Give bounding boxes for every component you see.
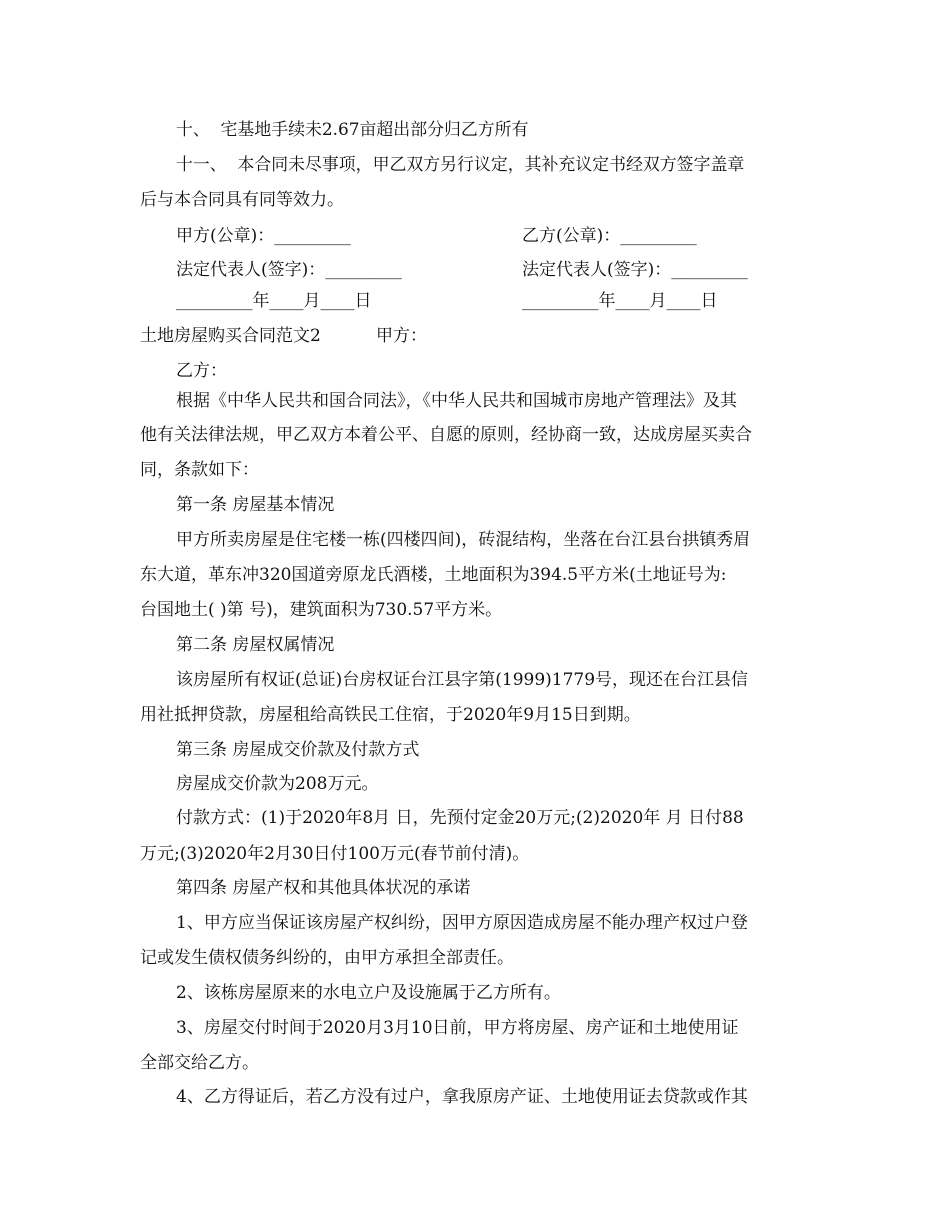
party-b-date-field: _________年____月____日 [522,291,718,311]
article-1-heading: 第一条 房屋基本情况 [176,495,335,515]
party-a-label: 甲方： [376,326,427,346]
article-2-line-1: 该房屋所有权证(总证)台房权证台江县字第(1999)1779号，现还在台江县信 [176,670,749,690]
article-1-line-3: 台国地土( )第 号)，建筑面积为730.57平方米。 [140,600,503,620]
article-3-heading: 第三条 房屋成交价款及付款方式 [176,740,420,760]
article-4-heading: 第四条 房屋产权和其他具体状况的承诺 [176,878,471,898]
preamble-line-1: 根据《中华人民共和国合同法》，《中华人民共和国城市房地产管理法》及其 [176,391,737,411]
article-1-line-1: 甲方所卖房屋是住宅楼一栋(四楼四间)，砖混结构，坐落在台江县台拱镇秀眉 [176,530,751,550]
party-a-seal-field: 甲方(公章)：_________ [176,226,351,246]
article-4-item-3-line-2: 全部交给乙方。 [140,1053,259,1073]
article-2-line-2: 用社抵押贷款，房屋租给高铁民工住宿，于2020年9月15日到期。 [140,705,641,725]
article-4-item-4-line-1: 4、乙方得证后，若乙方没有过户，拿我原房产证、土地使用证去贷款或作其 [176,1087,748,1107]
article-3-price: 房屋成交价款为208万元。 [176,774,379,794]
article-1-line-2: 东大道，革东冲320国道旁原龙氏酒楼，土地面积为394.5平方米(土地证号为: [140,565,727,585]
clause-11-line-2: 后与本合同具有同等效力。 [140,190,344,210]
article-4-item-1-line-1: 1、甲方应当保证该房屋产权纠纷，因甲方原因造成房屋不能办理产权过户登 [176,913,748,933]
preamble-line-2: 他有关法律法规，甲乙双方本着公平、自愿的原则，经协商一致，达成房屋买卖合 [140,425,752,445]
document-title: 土地房屋购买合同范文2 [140,326,321,346]
article-4-item-2: 2、该栋房屋原来的水电立户及设施属于乙方所有。 [176,983,561,1003]
preamble-line-3: 同，条款如下： [140,460,259,480]
article-2-heading: 第二条 房屋权属情况 [176,635,335,655]
party-b-label: 乙方： [176,361,227,381]
party-b-seal-field: 乙方(公章)：_________ [522,226,697,246]
article-3-payment-line-1: 付款方式：(1)于2020年8月 日，先预付定金20万元;(2)2020年 月 日付88 [176,808,744,828]
article-4-item-1-line-2: 记或发生债权债务纠纷的，由甲方承担全部责任。 [140,948,514,968]
clause-10: 十、 宅基地手续未2.67亩超出部分归乙方所有 [176,120,529,140]
article-4-item-3-line-1: 3、房屋交付时间于2020月3月10日前，甲方将房屋、房产证和土地使用证 [176,1018,739,1038]
article-3-payment-line-2: 万元;(3)2020年2月30日付100万元(春节前付清)。 [140,844,530,864]
party-a-date-field: _________年____月____日 [176,291,372,311]
party-b-representative-field: 法定代表人(签字)：_________ [522,260,748,280]
clause-11-line-1: 十一、 本合同未尽事项，甲乙双方另行议定，其补充议定书经双方签字盖章 [176,155,745,175]
party-a-representative-field: 法定代表人(签字)：_________ [176,260,402,280]
